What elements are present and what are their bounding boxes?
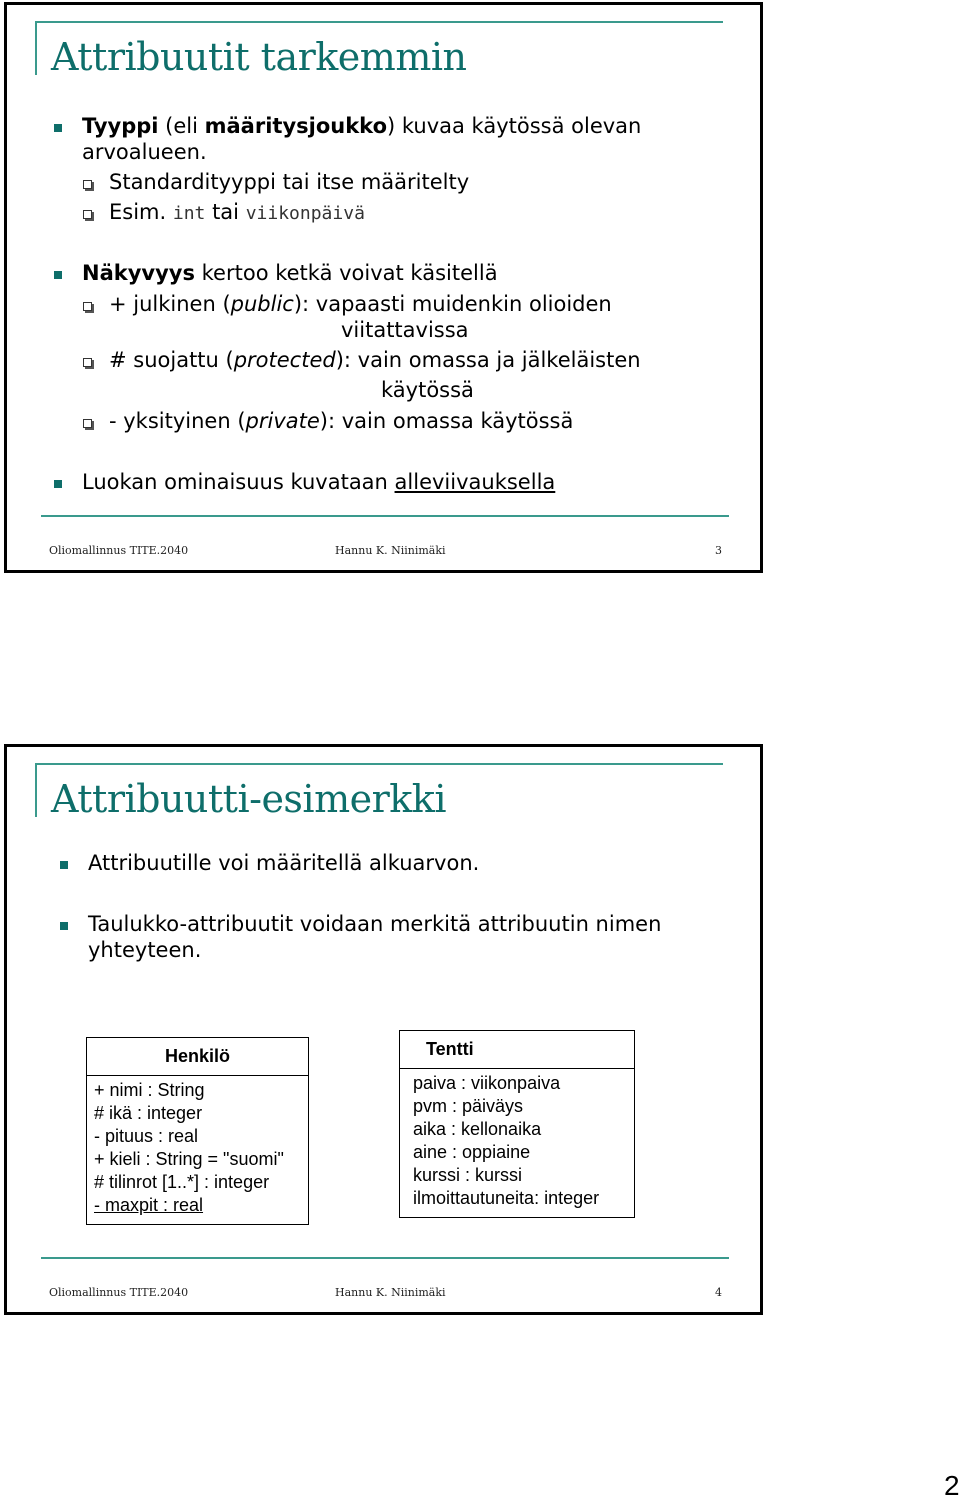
uml-class-name: Henkilö — [164, 1046, 230, 1066]
uml-static-attribute: - maxpit : real — [94, 1195, 204, 1215]
uml-attribute: # ikä : integer — [94, 1103, 203, 1123]
page-number: 2 — [944, 1470, 960, 1501]
bullet-initial-value: Attribuutille voi määritellä alkuarvon. — [88, 851, 480, 875]
uml-attribute: + nimi : String — [94, 1080, 205, 1100]
uml-attribute-list — [94, 1079, 284, 1217]
uml-class-tentti — [399, 1030, 635, 1218]
footer-course: Oliomallinnus TITE.2040 — [49, 544, 189, 557]
sub-item-private: - yksityinen (private): vain omassa käytössä — [109, 409, 574, 433]
footer-slide-number: 4 — [715, 1286, 722, 1299]
bullet-icon — [60, 861, 68, 869]
uml-attribute: ilmoittautuneita: integer — [413, 1188, 600, 1208]
uml-divider — [400, 1068, 634, 1069]
uml-attribute: pvm : päiväys — [413, 1096, 524, 1116]
sub-bullet-icon — [83, 419, 92, 428]
sub-item-protected: # suojattu (protected): vain omassa ja jälkeläisten — [109, 348, 641, 372]
bullet-array-attrs-cont: yhteyteen. — [88, 938, 202, 962]
uml-attribute-list — [413, 1072, 599, 1210]
sub-item-example: Esim. int tai viikonpäivä — [109, 200, 365, 224]
sub-item-protected-cont: käytössä — [381, 378, 474, 402]
bullet-visibility: Näkyvyys kertoo ketkä voivat käsitellä — [82, 261, 498, 285]
footer-author: Hannu K. Niinimäki — [335, 1286, 446, 1299]
sub-bullet-icon — [83, 302, 92, 311]
bullet-icon — [54, 124, 62, 132]
bullet-icon — [54, 480, 62, 488]
bullet-type-cont: arvoalueen. — [82, 140, 207, 164]
sub-item-public-cont: viitattavissa — [341, 318, 469, 342]
uml-attribute: # tilinrot [1..*] : integer — [94, 1172, 270, 1192]
bullet-class-attribute: Luokan ominaisuus kuvataan alleviivauksella — [82, 470, 556, 494]
slide-title: Attribuutit tarkemmin — [51, 35, 467, 79]
footer-rule — [41, 515, 729, 517]
uml-attribute: aine : oppiaine — [413, 1142, 531, 1162]
uml-attribute: aika : kellonaika — [413, 1119, 542, 1139]
uml-divider — [87, 1075, 308, 1076]
bullet-type: Tyyppi (eli määritysjoukko) kuvaa käytössä olevan — [82, 114, 642, 138]
bullet-icon — [60, 922, 68, 930]
bullet-icon — [54, 271, 62, 279]
footer-slide-number: 3 — [715, 544, 722, 557]
sub-bullet-icon — [83, 210, 92, 219]
footer-course: Oliomallinnus TITE.2040 — [49, 1286, 189, 1299]
uml-attribute: + kieli : String = "suomi" — [94, 1149, 284, 1169]
sub-bullet-icon — [83, 180, 92, 189]
slide-title: Attribuutti-esimerkki — [51, 777, 446, 821]
uml-attribute: kurssi : kurssi — [413, 1165, 523, 1185]
sub-item-standard: Standardityyppi tai itse määritelty — [109, 170, 470, 194]
footer-rule — [41, 1257, 729, 1259]
sub-bullet-icon — [83, 358, 92, 367]
uml-attribute: paiva : viikonpaiva — [413, 1073, 561, 1093]
footer-author: Hannu K. Niinimäki — [335, 544, 446, 557]
bullet-array-attrs: Taulukko-attribuutit voidaan merkitä attribuutin nimen — [88, 912, 662, 936]
uml-attribute: - pituus : real — [94, 1126, 199, 1146]
sub-item-public: + julkinen (public): vapaasti muidenkin olioiden — [109, 292, 612, 316]
uml-class-name: Tentti — [426, 1039, 474, 1059]
slide-4 — [4, 744, 763, 1315]
slide-3 — [4, 2, 763, 573]
uml-class-henkilo — [86, 1037, 309, 1225]
